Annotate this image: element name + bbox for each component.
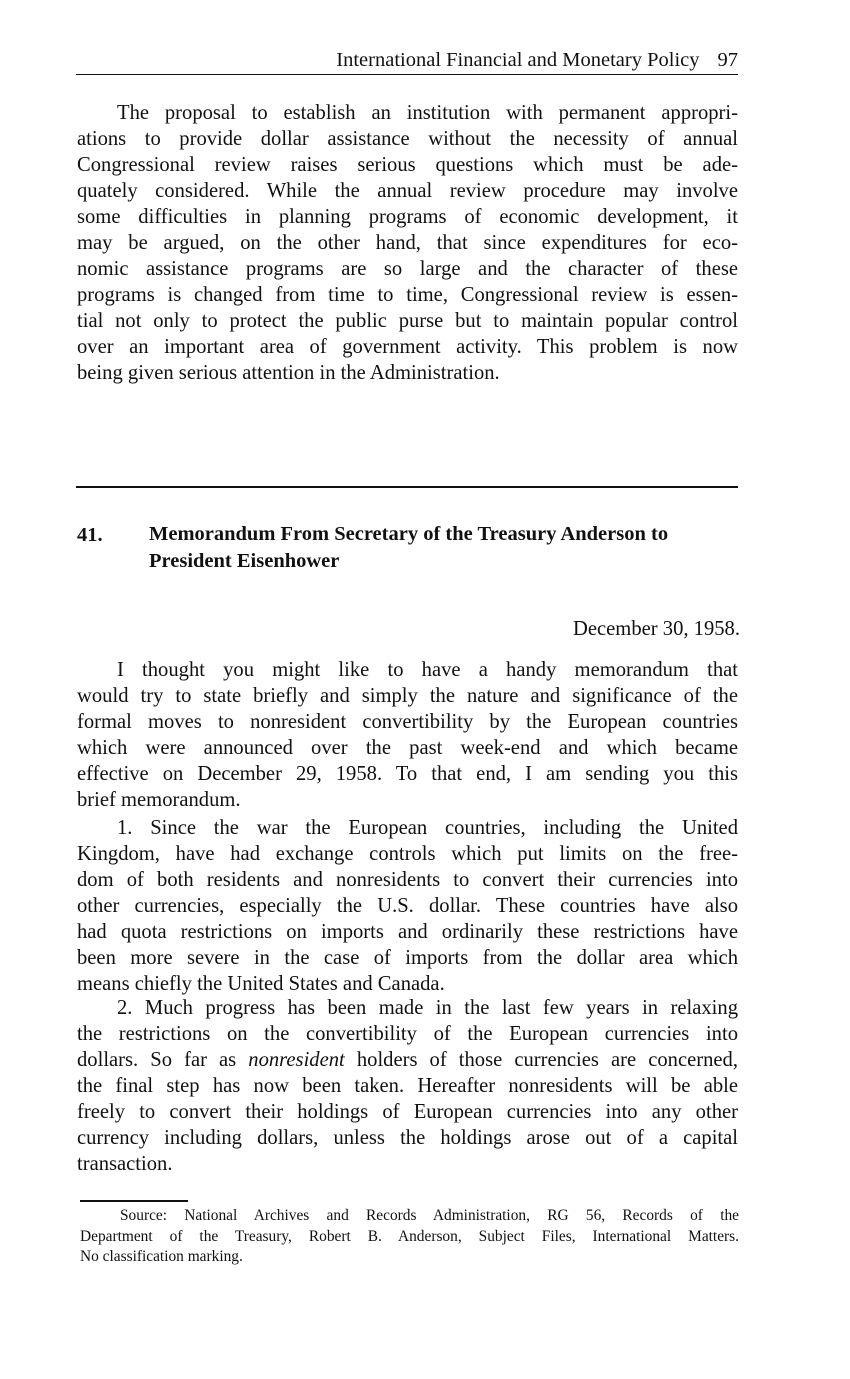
text-line: means chiefly the United States and Canada. <box>77 973 445 995</box>
paragraph-intro <box>77 657 738 813</box>
text-line: I thought you might like to have a handy memorandum that <box>117 659 738 681</box>
text-line: which were announced over the past week-end and which became <box>77 737 738 759</box>
running-head-title: International Financial and Monetary Policy <box>336 49 700 71</box>
text-line: other currencies, especially the U.S. dollar. These countries have also <box>77 895 738 917</box>
text-line: Kingdom, have had exchange controls which put limits on the free- <box>77 843 738 865</box>
italic-term: nonresident <box>248 1049 345 1071</box>
page-number: 97 <box>717 49 738 71</box>
footnote-line: No classification marking. <box>80 1248 243 1265</box>
heading-line: Memorandum From Secretary of the Treasury Anderson to <box>149 523 669 545</box>
footnote-line: Source: National Archives and Records Administration, RG 56, Records of the <box>120 1207 739 1224</box>
text-line: some difficulties in planning programs of economic development, it <box>77 206 738 228</box>
text-line: the final step has now been taken. Hereafter nonresidents will be able <box>77 1075 738 1097</box>
text-line: had quota restrictions on imports and ordinarily these restrictions have <box>77 921 738 943</box>
text-line: effective on December 29, 1958. To that end, I am sending you this <box>77 763 738 785</box>
text-line: dom of both residents and nonresidents to convert their currencies into <box>77 869 738 891</box>
text-line: formal moves to nonresident convertibility by the European countries <box>77 711 738 733</box>
footnote-rule <box>80 1200 188 1202</box>
text-line: ations to provide dollar assistance without the necessity of annual <box>77 128 738 150</box>
paragraph-2 <box>77 995 738 1177</box>
text-run: dollars. So far as <box>77 1049 249 1071</box>
paragraph-1 <box>77 815 738 997</box>
text-line: 1. Since the war the European countries, including the United <box>117 817 738 839</box>
text-line: the restrictions on the convertibility of the European currencies into <box>77 1023 738 1045</box>
text-line: Congressional review raises serious questions which must be ade- <box>77 154 738 176</box>
text-line: being given serious attention in the Administration. <box>77 362 500 384</box>
source-footnote <box>80 1206 739 1268</box>
text-line: would try to state briefly and simply the nature and significance of the <box>77 685 738 707</box>
text-line: 2. Much progress has been made in the last few years in relaxing <box>117 997 738 1019</box>
text-line: currency including dollars, unless the holdings arose out of a capital <box>77 1127 738 1149</box>
document-heading <box>149 521 749 575</box>
carryover-paragraph <box>77 100 738 386</box>
text-line-with-italic <box>77 1047 738 1073</box>
text-line: over an important area of government activity. This problem is now <box>77 336 738 358</box>
text-line: programs is changed from time to time, Congressional review is essen- <box>77 284 738 306</box>
text-line: quately considered. While the annual review procedure may involve <box>77 180 738 202</box>
document-date: December 30, 1958. <box>573 618 740 640</box>
section-divider <box>76 486 738 488</box>
text-line: tial not only to protect the public purse but to maintain popular control <box>77 310 738 332</box>
text-run: holders of those currencies are concerned, <box>344 1049 738 1071</box>
text-line: nomic assistance programs are so large and the character of these <box>77 258 738 280</box>
text-line: The proposal to establish an institution with permanent appropri- <box>117 102 738 124</box>
document-number: 41. <box>77 524 103 546</box>
running-head <box>76 46 738 75</box>
footnote-line: Department of the Treasury, Robert B. Anderson, Subject Files, International Matters. <box>80 1227 739 1245</box>
text-line: transaction. <box>77 1153 173 1175</box>
text-line: been more severe in the case of imports from the dollar area which <box>77 947 738 969</box>
text-line: brief memorandum. <box>77 789 241 811</box>
text-line: freely to convert their holdings of European currencies into any other <box>77 1101 738 1123</box>
text-line: may be argued, on the other hand, that since expenditures for eco- <box>77 232 738 254</box>
heading-line: President Eisenhower <box>149 550 340 572</box>
